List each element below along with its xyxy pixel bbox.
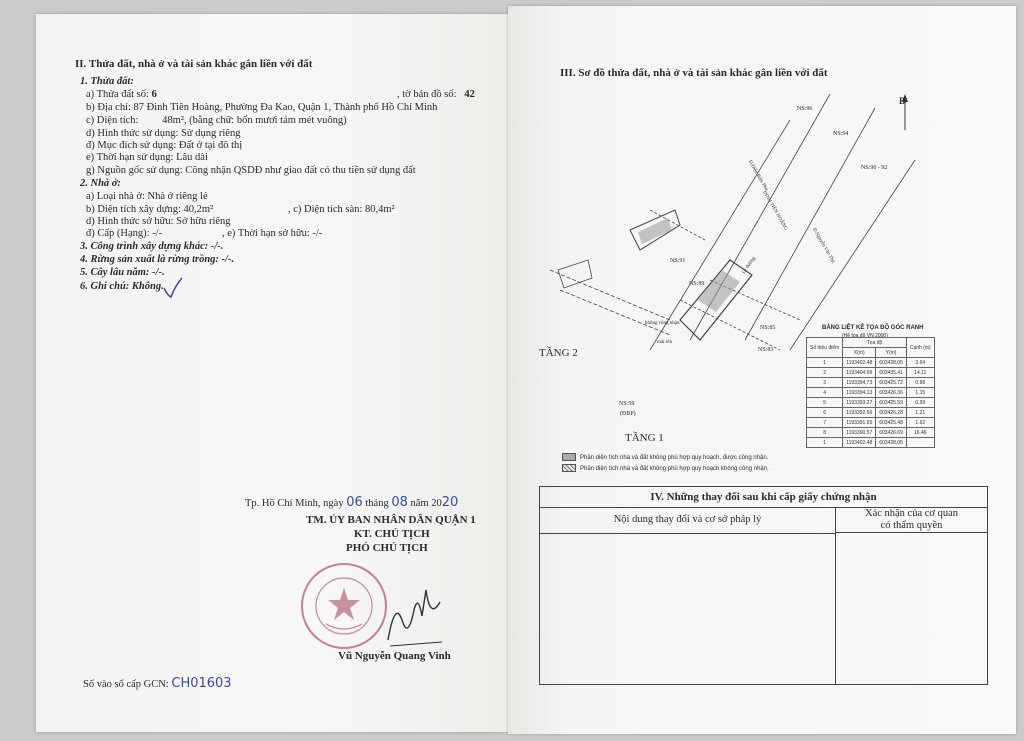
- coord-table-title: BẢNG LIỆT KÊ TỌA ĐỘ GÓC RANH: [822, 325, 924, 331]
- usage-form-line: d) Hình thức sử dụng: Sử dụng riêng: [86, 128, 241, 139]
- date-month: 08: [391, 495, 408, 510]
- usage-term-line: e) Thời hạn sử dụng: Lâu dài: [86, 152, 208, 163]
- col-edge: Cạnh (m): [906, 338, 934, 358]
- coord-cell-c: 0.88: [906, 378, 934, 388]
- ns91-label: NS:91: [670, 258, 686, 264]
- coord-cell-c: 3.64: [906, 358, 934, 368]
- checkmark-icon: [162, 276, 184, 300]
- usage-purpose-line: đ) Mục đích sử dụng: Đất ở tại đô thị: [86, 140, 243, 151]
- coord-row: [807, 368, 935, 378]
- ns94-label: NS:94: [833, 131, 849, 137]
- ns96-label: NS:96: [797, 106, 813, 112]
- coord-cell-y: 603426.69: [876, 428, 907, 438]
- ns85-label: NS:85: [760, 325, 776, 331]
- gcn-number: Số vào sổ cấp GCN: CH01603: [83, 676, 232, 691]
- legend-recognized: Phần diện tích nhà và đất không phù hợp quy hoạch, được công nhận.: [562, 452, 768, 464]
- other-works-line: 3. Công trình xây dựng khác: -/-.: [80, 241, 224, 252]
- coord-cell-c: [906, 438, 934, 448]
- coord-cell-x: 1193391.65: [843, 418, 876, 428]
- coord-cell-p: 1: [807, 358, 843, 368]
- kt-title: KT. CHỦ TỊCH: [354, 528, 430, 540]
- house-type-line: a) Loại nhà ở: Nhà ở riêng lẻ: [86, 191, 208, 202]
- coord-cell-y: 603426.28: [876, 408, 907, 418]
- perennial-line: 5. Cây lâu năm: -/-.: [80, 267, 165, 278]
- coord-cell-p: 4: [807, 388, 843, 398]
- coord-row: [807, 408, 935, 418]
- coord-cell-y: 603435.41: [876, 368, 907, 378]
- not-recognized-label: không công nhận: [645, 321, 680, 326]
- coord-cell-p: 7: [807, 418, 843, 428]
- coord-cell-y: 603425.59: [876, 398, 907, 408]
- coord-row: [807, 378, 935, 388]
- floor-area-line: , c) Diện tích sàn: 80,4m²: [288, 204, 395, 215]
- signature-icon: [380, 580, 450, 652]
- recognized-swatch-icon: [562, 453, 576, 461]
- tin-roof-label: mái tôn: [657, 340, 673, 345]
- usage-origin-line: g) Nguồn gốc sử dụng: Công nhận QSDĐ như giao đất có thu tiền sử dụng đất: [86, 165, 416, 176]
- date-year: 20: [441, 495, 459, 510]
- coord-row: [807, 358, 935, 368]
- col-point: Số hiệu điểm: [807, 338, 843, 358]
- ownership-form-line: d) Hình thức sở hữu: Sở hữu riêng: [86, 216, 231, 227]
- dth-street-label: ĐINH TIÊN HOÀNG: [761, 190, 788, 232]
- changes-table: [539, 486, 988, 685]
- sign-date: Tp. Hồ Chí Minh, ngày 06 tháng 08 năm 2020: [245, 495, 459, 510]
- coord-cell-c: 16.46: [906, 428, 934, 438]
- coord-cell-x: 1193394.73: [843, 378, 876, 388]
- coordinate-table: [806, 337, 935, 448]
- coord-row: [807, 388, 935, 398]
- forest-line: 4. Rừng sản xuất là rừng trồng: -/-.: [80, 254, 235, 265]
- coord-cell-y: 603426.36: [876, 388, 907, 398]
- col-y: Y(m): [876, 348, 907, 358]
- coord-cell-p: 2: [807, 368, 843, 378]
- coord-cell-p: 8: [807, 428, 843, 438]
- gcn-value: CH01603: [171, 676, 232, 691]
- coord-cell-y: 603425.72: [876, 378, 907, 388]
- curb-label: Lề đường: [741, 256, 757, 276]
- ns89-label: NS:89: [689, 281, 705, 287]
- coord-row: [807, 418, 935, 428]
- grade-line: đ) Cấp (Hạng): -/-: [86, 228, 163, 239]
- floor-1-label: TẦNG 1: [625, 432, 664, 444]
- coord-cell-x: 1193393.27: [843, 398, 876, 408]
- note-line: 6. Ghi chú: Không.: [80, 281, 164, 292]
- coord-row: [807, 398, 935, 408]
- coord-cell-c: 1.15: [906, 388, 934, 398]
- coord-cell-p: 3: [807, 378, 843, 388]
- plot-number-label: a) Thửa đất số: 6: [86, 89, 157, 100]
- coord-cell-y: 603425.48: [876, 418, 907, 428]
- col-x: X(m): [843, 348, 876, 358]
- coord-row: [807, 428, 935, 438]
- land-plot-heading: 1. Thửa đất:: [80, 76, 134, 87]
- map-sheet-label: , tờ bản đồ số: 42: [397, 89, 475, 100]
- signer-name: Vũ Nguyễn Quang Vinh: [338, 650, 451, 662]
- coord-cell-y: 603438.05: [876, 438, 907, 448]
- coord-cell-y: 603438.05: [876, 358, 907, 368]
- ns83-label: NS:83: [758, 347, 774, 353]
- coord-cell-c: 1.62: [906, 418, 934, 428]
- section-2-title: II. Thửa đất, nhà ở và tài sản khác gắn liền với đất: [75, 58, 313, 70]
- col-coord: Tọa độ: [843, 338, 907, 348]
- coord-row: [807, 438, 935, 448]
- coord-cell-c: 14.11: [906, 368, 934, 378]
- north-label: B: [899, 96, 906, 106]
- legend-not-recognized: Phần diện tích nhà và đất không phù hợp quy hoạch không công nhận.: [562, 463, 769, 475]
- section-3-title: III. Sơ đồ thửa đất, nhà ở và tài sản khác gắn liền với đất: [560, 67, 828, 79]
- dbp-street-label: Đ.Điện Biên Phủ: [746, 159, 769, 192]
- ownership-term-line: , e) Thời hạn sở hữu: -/-: [222, 228, 323, 239]
- nvt-street-label: Đ.Nguyễn Văn Thủ: [811, 227, 836, 265]
- coord-cell-p: 5: [807, 398, 843, 408]
- coord-cell-x: 1193402.48: [843, 438, 876, 448]
- coord-cell-x: 1193404.99: [843, 368, 876, 378]
- address-line: b) Địa chỉ: 87 Đinh Tiên Hoàng, Phường Đa Kao, Quận 1, Thành phố Hồ Chí Minh: [86, 102, 438, 113]
- coord-cell-x: 1193392.56: [843, 408, 876, 418]
- coord-cell-x: 1193390.57: [843, 428, 876, 438]
- not-recognized-swatch-icon: [562, 464, 576, 472]
- ns9092-label: NS:90 - 92: [861, 165, 888, 171]
- changes-authority-header: Xác nhận của cơ quan có thẩm quyền: [836, 507, 987, 533]
- coord-cell-x: 1193394.13: [843, 388, 876, 398]
- coord-cell-c: 1.21: [906, 408, 934, 418]
- coord-cell-x: 1193402.48: [843, 358, 876, 368]
- org-name: TM. ỦY BAN NHÂN DÂN QUẬN 1: [306, 514, 476, 526]
- changes-title: IV. Những thay đổi sau khi cấp giấy chứng nhận: [540, 487, 987, 508]
- floor-2-label: TẦNG 2: [539, 347, 578, 359]
- changes-content-cell: [540, 534, 836, 684]
- date-day: 06: [346, 495, 363, 510]
- area-line: c) Diện tích: 48m², (bằng chữ: bốn mươi tám mét vuông): [86, 115, 347, 126]
- coord-cell-c: 0.99: [906, 398, 934, 408]
- ns59-label: NS:59: [619, 401, 635, 407]
- dbp-label: (ĐBP): [620, 411, 636, 417]
- coord-cell-p: 6: [807, 408, 843, 418]
- house-heading: 2. Nhà ở:: [80, 178, 121, 189]
- coord-table-subtitle: (Hệ tọa độ VN 2000): [842, 333, 888, 339]
- vice-chair-title: PHÓ CHỦ TỊCH: [346, 542, 428, 554]
- changes-content-header: Nội dung thay đổi và cơ sở pháp lý: [540, 507, 836, 534]
- coord-cell-p: 1: [807, 438, 843, 448]
- build-area-line: b) Diện tích xây dựng: 40,2m²: [86, 204, 214, 215]
